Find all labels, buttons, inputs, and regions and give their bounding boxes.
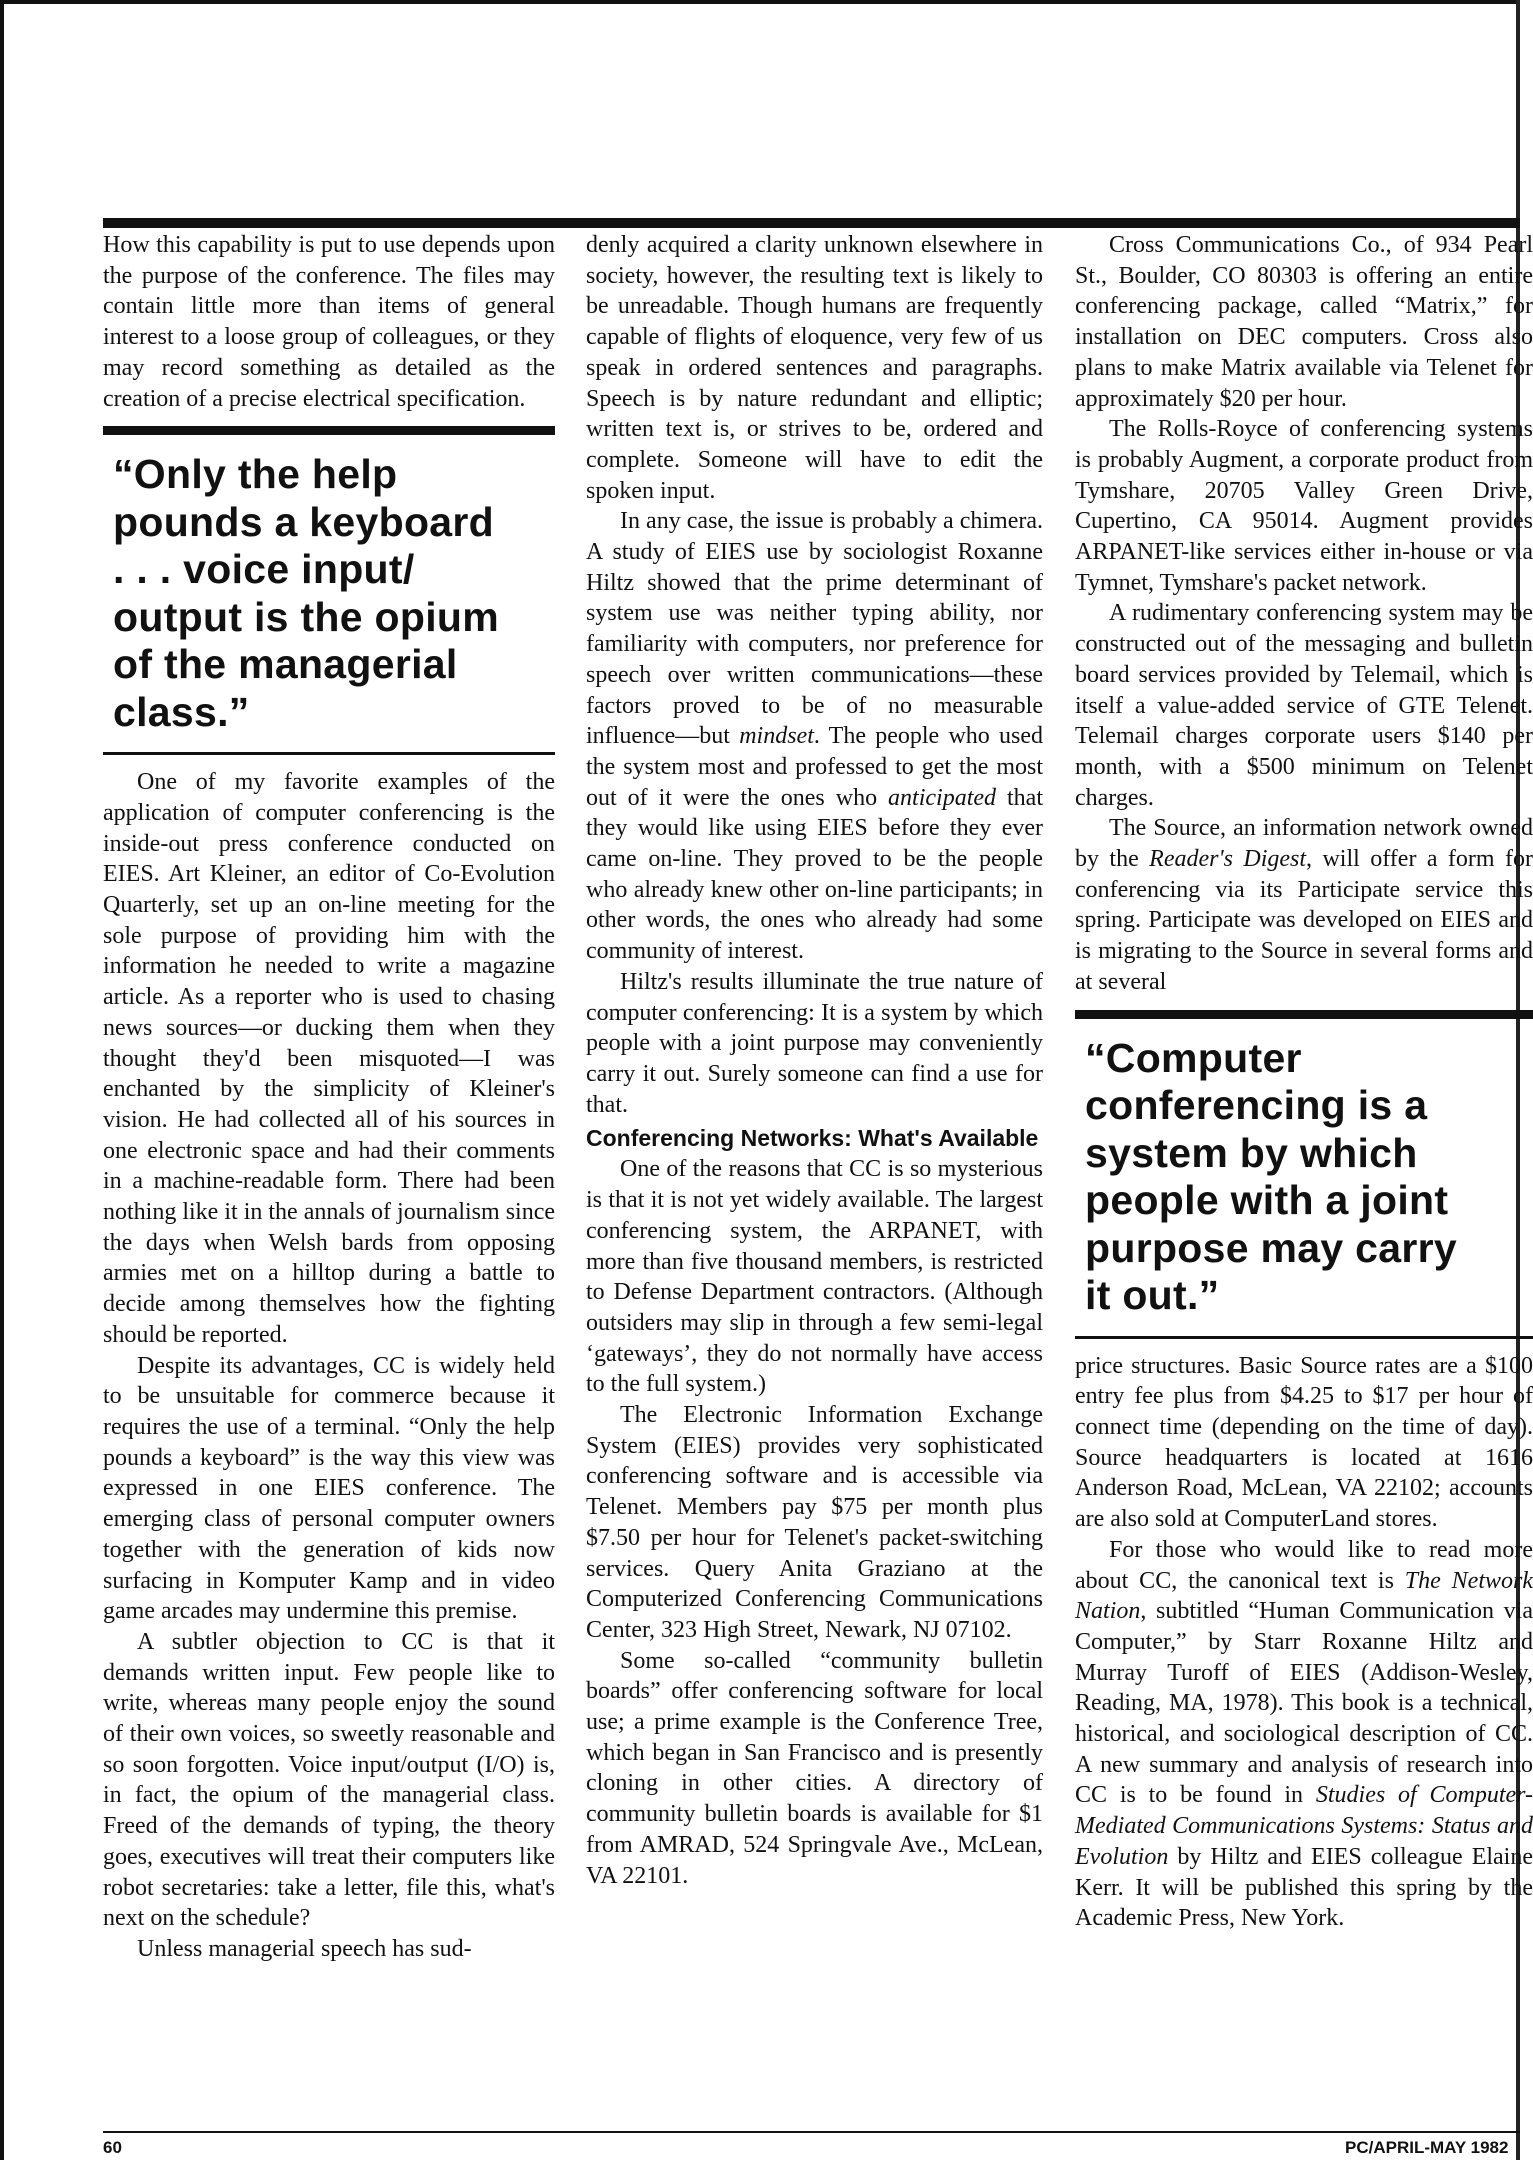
paragraph-text: Hiltz's results illuminate the true nature of computer conferencing: It is a system by which people with a joint purpose may conveniently carry it out. Surely someone can find a use for that.	[586, 968, 1043, 1118]
paragraph-text: The Rolls-Royce of conferencing systems is probably Augment, a corporate product from Tymshare, 20705 Valley Green Drive, Cupertino, CA 95014. Augment provides ARPANET-like services either in-house or via Tymnet, Tymshare's packet network.	[1075, 416, 1533, 596]
column-1	[103, 230, 555, 1965]
paragraph-text: One of the reasons that CC is so mysterious is that it is not yet widely available. The largest conferencing system, the ARPANET, with more than five thousand members, is restricted to Defense Department contractors. (Although outsiders may slip in through a few semi-legal ‘gateways’, they do not normally have access to the full system.)	[586, 1156, 1043, 1398]
paragraph	[586, 1154, 1043, 1400]
italic-text: Reader's Digest	[1149, 846, 1307, 873]
paragraph-text: that they would like using EIES before they ever came on-line. They proved to be the people who already knew other on-line participants; in other words, the ones who already had some community of interest.	[586, 784, 1043, 965]
pull-quote-line: purpose may carry	[1085, 1224, 1457, 1271]
italic-text: The Network Nation	[1075, 1567, 1533, 1625]
paragraph-text: price structures. Basic Source rates are a $100 entry fee plus from $4.25 to $17 per hour of connect time (depending on the time of day). Source headquarters is located at 1616 Anderson Road, McLean, VA 22102; accounts are also sold at ComputerLand stores.	[1075, 1352, 1533, 1533]
paragraph	[103, 1351, 555, 1627]
pull-quote-line: . . . voice input/	[113, 546, 415, 593]
issue-folio: PC/APRIL-MAY 1982	[1345, 2138, 1509, 2157]
pull-quote-rule-bottom	[103, 752, 555, 755]
paragraph-text: denly acquired a clarity unknown elsewhere in society, however, the resulting text is likely to be unreadable. Though humans are frequently capable of flights of eloquence, very few of us speak in ordered sentences and paragraphs. Speech is by nature redundant and elliptic; written text is, or strives to be, ordered and complete. Someone will have to edit the spoken input.	[586, 232, 1043, 504]
paragraph-text: For those who would like to read more about CC, the canonical text is	[1075, 1536, 1533, 1594]
paragraph	[103, 230, 555, 414]
paragraph	[586, 506, 1043, 967]
column-2-body-bottom	[586, 1154, 1043, 1891]
paragraph	[1075, 1535, 1533, 1934]
column-1-body	[103, 767, 555, 1964]
pull-quote-line: “Only the help	[113, 451, 398, 498]
paragraph-text: One of my favorite examples of the application of computer conferencing is the inside-out press conference conducted on EIES. Art Kleiner, an editor of Co-Evolution Quarterly, set up an on-line meeting for the sole purpose of providing him with the information he needed to write a magazine article. As a reporter who is used to chasing news sources—or ducking them when they thought they'd been misquoted—I was enchanted by the simplicity of Kleiner's vision. He had collected all of his sources in one electronic space and had their comments in a machine-readable form. There had been nothing like it in the annals of journalism since the days when Welsh bards from opposing armies met on a hilltop during a battle to decide among themselves how the fighting should be reported.	[103, 769, 555, 1348]
pull-quote-text	[103, 435, 555, 752]
pull-quote-line: it out.”	[1085, 1272, 1220, 1319]
column-3-body-bottom	[1075, 1351, 1533, 1934]
column-2	[586, 230, 1043, 1891]
section-heading: Conferencing Networks: What's Available	[586, 1125, 1039, 1152]
scan-edge-left	[0, 0, 4, 2160]
page-number: 60	[103, 2138, 122, 2157]
pull-quote-text	[1075, 1019, 1533, 1336]
pull-quote-rule-top	[103, 426, 555, 435]
paragraph	[1075, 598, 1533, 813]
pull-quote-line: pounds a keyboard	[113, 498, 495, 545]
paragraph-text: . The people who used the system most and professed to get the most out of it were the ones who	[586, 723, 1044, 811]
paragraph-text: In any case, the issue is probably a chimera. A study of EIES use by sociologist Roxanne Hiltz showed that the prime determinant of system use was neither typing ability, nor familiarity with computers, nor preference for speech over written communications—these factors proved to be of no measurable influence—but	[586, 508, 1043, 750]
paragraph	[103, 767, 555, 1350]
italic-text: anticipated	[888, 784, 997, 811]
paragraph	[1075, 414, 1533, 598]
pull-quote-line: conferencing is a	[1085, 1082, 1428, 1129]
paragraph-text: , will offer a form for conferencing via its Participate service this spring. Participate was developed on EIES and is migrating to the Source in several forms and at several	[1075, 846, 1533, 995]
paragraph	[586, 230, 1043, 506]
italic-text: Studies of Computer-Mediated Communications Systems: Status and Evolution	[1075, 1782, 1533, 1870]
column-3	[1075, 230, 1533, 1934]
paragraph-text: by Hiltz and EIES colleague Elaine Kerr. It will be published this spring by the Academic Press, New York.	[1075, 1843, 1533, 1932]
pull-quote-line: people with a joint	[1085, 1177, 1449, 1224]
paragraph-text: A rudimentary conferencing system may be constructed out of the messaging and bulletin board services provided by Telemail, which is itself a value-added service of GTE Telenet. Telemail charges corporate users $140 per month, with a $500 minimum on Telenet charges.	[1075, 600, 1533, 811]
pull-quote-rule-bottom	[1075, 1336, 1533, 1339]
paragraph	[1075, 230, 1533, 414]
paragraph	[586, 1400, 1043, 1646]
paragraph	[586, 1646, 1043, 1892]
pull-quote-1	[103, 426, 555, 755]
pull-quote-2	[1075, 1010, 1533, 1339]
paragraph-text: Unless managerial speech has sud-	[137, 1935, 472, 1962]
pull-quote-line: class.”	[113, 688, 250, 735]
pull-quote-line: “Computer	[1085, 1034, 1302, 1081]
scan-edge-top	[0, 0, 1520, 4]
paragraph	[103, 1934, 555, 1965]
header-rule	[103, 218, 1520, 228]
column-3-clip	[1075, 230, 1533, 2130]
paragraph-text: How this capability is put to use depends upon the purpose of the conference. The files may contain little more than items of general interest to a loose group of colleagues, or they may record something as detailed as the creation of a precise electrical specification.	[103, 232, 555, 412]
paragraph	[1075, 1351, 1533, 1535]
paragraph-text: Some so-called “community bulletin boards” offer conferencing software for local use; a prime example is the Conference Tree, which began in San Francisco and is presently cloning in other cities. A directory of community bulletin boards is available for $1 from AMRAD, 524 Springvale Ave., McLean, VA 22101.	[586, 1647, 1043, 1889]
paragraph-text: Cross Communications Co., of 934 Pearl St., Boulder, CO 80303 is offering an entire conferencing package, called “Matrix,” for installation on DEC computers. Cross also plans to make Matrix available via Telenet for approximately $20 per hour.	[1075, 232, 1533, 412]
paragraph-text: The Source, an information network owned by the	[1075, 815, 1533, 873]
paragraph-text: A subtler objection to CC is that it demands written input. Few people like to write, whereas many people enjoy the sound of their own voices, so sweetly reasonable and so soon forgotten. Voice input/output (I/O) is, in fact, the opium of the managerial class. Freed of the demands of typing, the theory goes, executives will treat their computers like robot secretaries: take a letter, file this, what's next on the schedule?	[103, 1628, 555, 1932]
paragraph-text: The Electronic Information Exchange System (EIES) provides very sophisticated conferencing software and is accessible via Telenet. Members pay $75 per month plus $7.50 per hour for Telenet's packet-switching services. Query Anita Graziano at the Computerized Conferencing Communications Center, 323 High Street, Newark, NJ 07102.	[586, 1402, 1043, 1643]
pull-quote-line: of the managerial	[113, 641, 458, 688]
footer-rule	[103, 2131, 1520, 2133]
italic-text: mindset	[739, 723, 814, 750]
paragraph	[103, 1627, 555, 1934]
column-3-body-top	[1075, 230, 1533, 998]
pull-quote-line: output is the opium	[113, 593, 500, 640]
paragraph-text: , subtitled “Human Communication via Computer,” by Starr Roxanne Hiltz and Murray Turoff of EIES (Addison-Wesley, Reading, MA, 1978). This book is a technical, historical, and sociological description of CC. A new summary and analysis of research into CC is to be found in	[1075, 1598, 1533, 1809]
pull-quote-line: system by which	[1085, 1129, 1418, 1176]
pull-quote-rule-top	[1075, 1010, 1533, 1019]
column-1-intro	[103, 230, 555, 414]
paragraph-text: Despite its advantages, CC is widely held to be unsuitable for commerce because it requires the use of a terminal. “Only the help pounds a keyboard” is the way this view was expressed in one EIES conference. The emerging class of personal computer owners together with the generation of kids now surfacing in Komputer Kamp and in video game arcades may undermine this premise.	[103, 1352, 555, 1625]
column-2-body-top	[586, 230, 1043, 1120]
paragraph	[586, 967, 1043, 1121]
paragraph	[1075, 813, 1533, 997]
